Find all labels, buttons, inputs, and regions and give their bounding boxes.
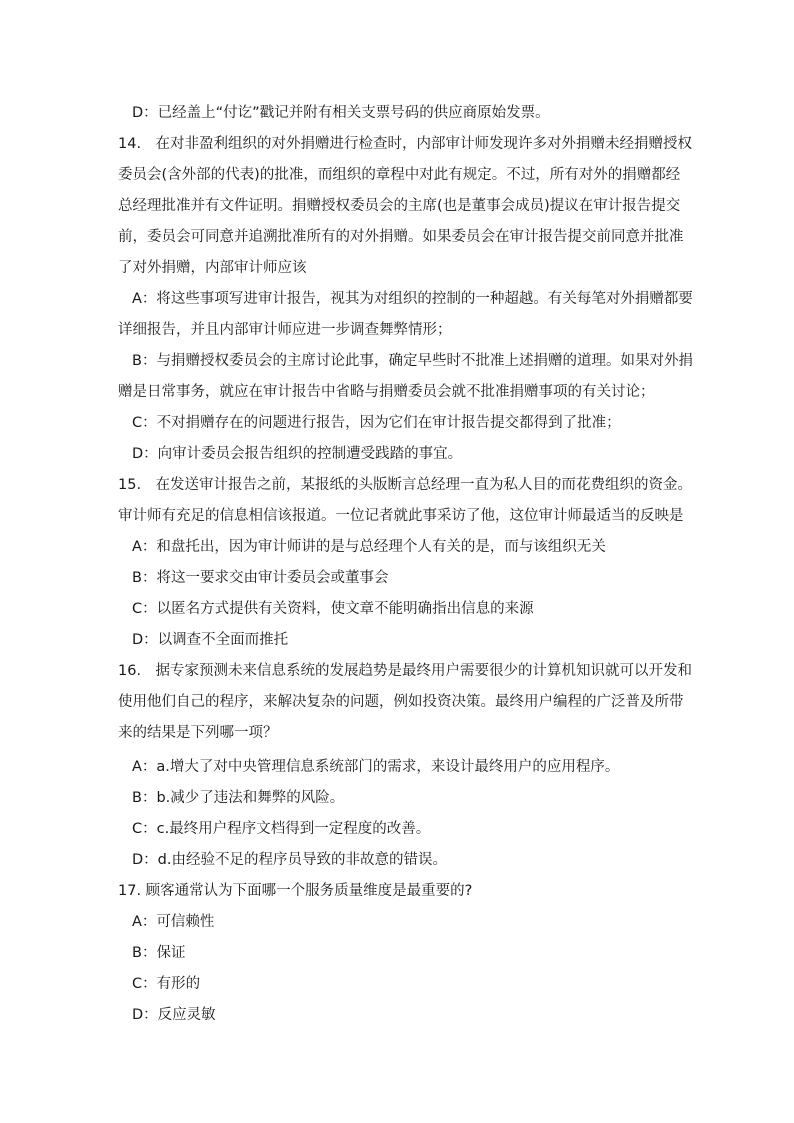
q17-option-b: B：保证	[132, 945, 186, 961]
q14-option-b: B：与捐赠授权委员会的主席讨论此事，确定早些时不批准上述捐赠的道理。如果对外捐	[132, 353, 693, 369]
q14-option-c: C：不对捐赠存在的问题进行报告，因为它们在审计报告提交都得到了批准；	[132, 415, 621, 431]
q15-option-c: C：以匿名方式提供有关资料，使文章不能明确指出信息的来源	[132, 601, 534, 617]
q16-option-a: A：a.增大了对中央管理信息系统部门的需求，来设计最终用户的应用程序。	[132, 759, 620, 775]
q15-option-b: B：将这一要求交由审计委员会或董事会	[132, 570, 389, 586]
q16-option-b: B：b.减少了违法和舞弊的风险。	[132, 790, 345, 806]
q14-option-b-cont: 赠是日常事务，就应在审计报告中省略与捐赠委员会就不批准捐赠事项的有关讨论；	[118, 384, 655, 400]
q14-option-a-cont: 详细报告，并且内部审计师应进一步调查舞弊情形；	[118, 322, 452, 338]
q15-option-d: D：以调查不全面而推托	[132, 632, 289, 648]
q15-stem: 15. 在发送审计报告之前，某报纸的头版断言总经理一直为私人目的而花费组织的资金。	[118, 477, 693, 493]
q16-option-d: D：d.由经验不足的程序员导致的非故意的错误。	[132, 852, 447, 868]
q14-stem-line: 了对外捐赠，内部审计师应该	[118, 260, 307, 276]
q14-option-a: A：将这些事项写进审计报告，视其为对组织的控制的一种超越。有关每笔对外捐赠都要	[132, 291, 693, 307]
q17-option-a: A：可信赖性	[132, 914, 215, 930]
q16-stem: 16. 据专家预测未来信息系统的发展趋势是最终用户需要很少的计算机知识就可以开发和	[118, 663, 693, 679]
q14-stem-line: 前，委员会可同意并追溯批准所有的对外捐赠。如果委员会在审计报告提交前同意并批准	[118, 229, 684, 245]
q14-stem-line: 委员会(含外部的代表)的批准，而组织的章程中对此有规定。不过，所有对外的捐赠都经	[118, 167, 681, 183]
q17-option-c: C：有形的	[132, 976, 201, 992]
q13-option-d: D：已经盖上“付讫”戳记并附有相关支票号码的供应商原始发票。	[132, 105, 550, 121]
q14-stem: 14. 在对非盈利组织的对外捐赠进行检查时，内部审计师发现许多对外捐赠未经捐赠授权	[118, 136, 693, 152]
q17-option-d: D：反应灵敏	[132, 1007, 216, 1023]
q14-option-d: D：向审计委员会报告组织的控制遭受践踏的事宜。	[132, 446, 463, 462]
q17-stem: 17. 顾客通常认为下面哪一个服务质量维度是最重要的?	[118, 883, 473, 899]
q16-option-c: C：c.最终用户程序文档得到一定程度的改善。	[132, 821, 431, 837]
q14-stem-line: 总经理批准并有文件证明。捐赠授权委员会的主席(也是董事会成员)提议在审计报告提交	[118, 198, 681, 214]
q16-stem-line: 使用他们自己的程序，来解决复杂的问题，例如投资决策。最终用户编程的广泛普及所带	[118, 694, 684, 710]
q15-stem-line: 审计师有充足的信息相信该报道。一位记者就此事采访了他，这位审计师最适当的反映是	[118, 508, 684, 524]
q16-stem-line: 来的结果是下列哪一项？	[118, 725, 278, 741]
q15-option-a: A：和盘托出，因为审计师讲的是与总经理个人有关的是，而与该组织无关	[132, 539, 606, 555]
